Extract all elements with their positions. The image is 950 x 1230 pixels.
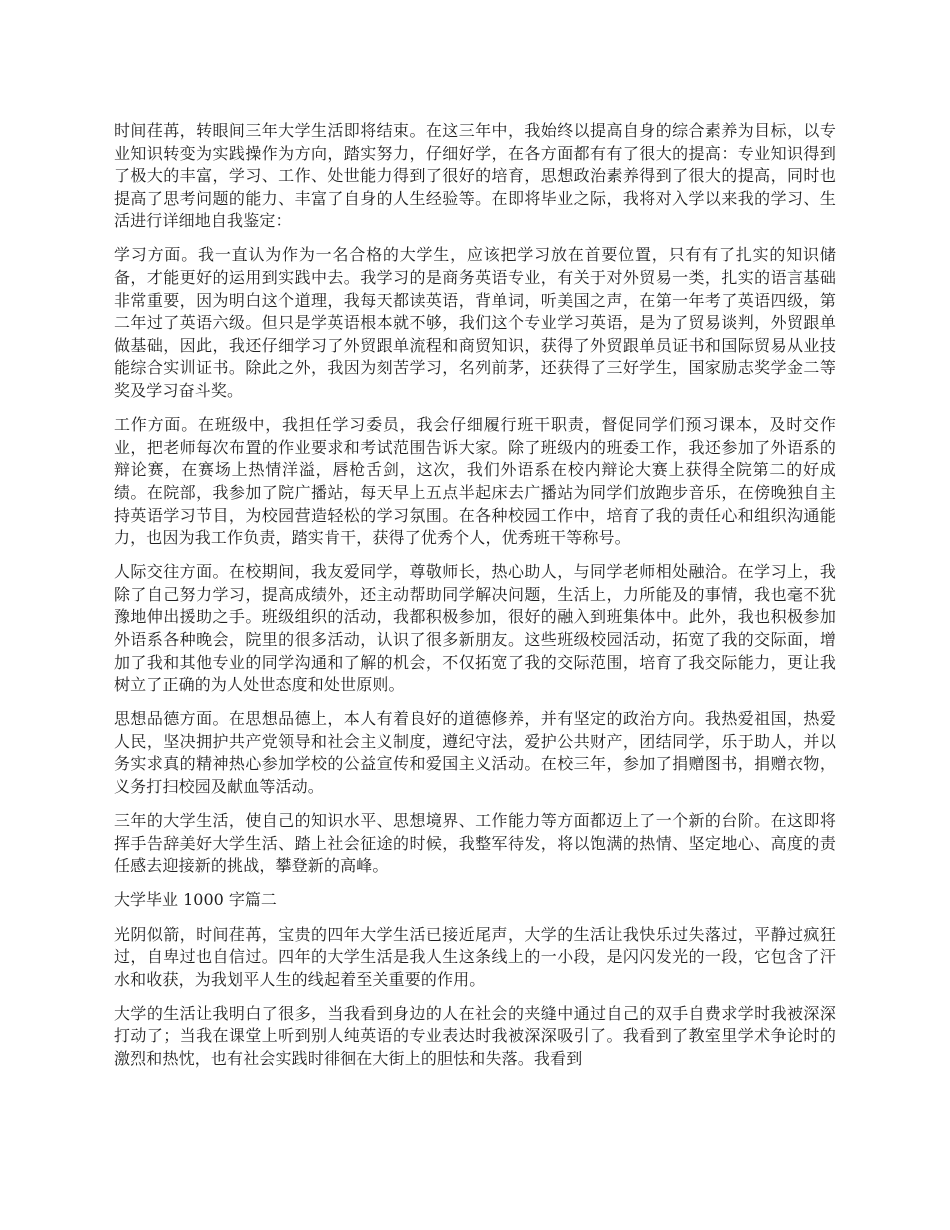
paragraph-study: 学习方面。我一直认为作为一名合格的大学生，应该把学习放在首要位置，只有有了扎实的知识储备，才能更好的运用到实践中去。我学习的是商务英语专业，有关于对外贸易一类，扎实的语言基础非常重要，因为明白这个道理，我每天都读英语，背单词，听美国之声，在第一年考了英语四级，第二年过了英语六级。但只是学英语根本就不够，我们这个专业学习英语，是为了贸易谈判，外贸跟单做基础，因此，我还仔细学习了外贸跟单流程和商贸知识，获得了外贸跟单员证书和国际贸易从业技能综合实训证书。除此之外，我因为刻苦学习，名列前茅，还获得了三好学生，国家励志奖学金二等奖及学习奋斗奖。 <box>114 245 836 401</box>
paragraph-social: 人际交往方面。在校期间，我友爱同学，尊敬师长，热心助人，与同学老师相处融洽。在学习上，我除了自己努力学习，提高成绩外，还主动帮助同学解决问题，生活上，力所能及的事情，我也毫不犹豫地伸出援助之手。班级组织的活动，我都积极参加，很好的融入到班集体中。此外，我也积极参加外语系各种晚会，院里的很多活动，认识了很多新朋友。这些班级校园活动，拓宽了我的交际面，增加了我和其他专业的同学沟通和了解的机会，不仅拓宽了我的交际范围，培育了我交际能力，更让我树立了正确的为人处世态度和处世原则。 <box>114 562 836 695</box>
paragraph-morality: 思想品德方面。在思想品德上，本人有着良好的道德修养，并有坚定的政治方向。我热爱祖国，热爱人民，坚决拥护共产党领导和社会主义制度，遵纪守法，爱护公共财产，团结同学，乐于助人，并以务实求真的精神热心参加学校的公益宣传和爱国主义活动。在校三年，参加了捐赠图书，捐赠衣物，义务打扫校园及献血等活动。 <box>114 709 836 797</box>
paragraph-part2-body: 大学的生活让我明白了很多，当我看到身边的人在社会的夹缝中通过自己的双手自费求学时我被深深打动了；当我在课堂上听到别人纯英语的专业表达时我被深深吸引了。我看到了教室里学术争论时的激烈和热忱，也有社会实践时徘徊在大街上的胆怯和失落。我看到 <box>114 1003 836 1068</box>
paragraph-summary: 三年的大学生活，使自己的知识水平、思想境界、工作能力等方面都迈上了一个新的台阶。在这即将挥手告辞美好大学生活、踏上社会征途的时候，我整军待发，将以饱满的热情、坚定地心、高度的责任感去迎接新的挑战，攀登新的高峰。 <box>114 811 836 876</box>
paragraph-part2-intro: 光阴似箭，时间荏苒，宝贵的四年大学生活已接近尾声，大学的生活让我快乐过失落过，平静过疯狂过，自卑过也自信过。四年的大学生活是我人生这条线上的一小段，是闪闪发光的一段，它包含了汗水和收获，为我划平人生的线起着至关重要的作用。 <box>114 924 836 989</box>
paragraph-intro: 时间荏苒，转眼间三年大学生活即将结束。在这三年中，我始终以提高自身的综合素养为目标，以专业知识转变为实践操作为方向，踏实努力，仔细好学，在各方面都有有了很大的提高：专业知识得到了极大的丰富，学习、工作、处世能力得到了很好的培育，思想政治素养得到了很大的提高，同时也提高了思考问题的能力、丰富了自身的人生经验等。在即将毕业之际，我将对入学以来我的学习、生活进行详细地自我鉴定： <box>114 121 836 231</box>
section-heading: 大学毕业 1000 字篇二 <box>114 890 277 910</box>
document-body <box>114 120 836 1082</box>
paragraph-work: 工作方面。在班级中，我担任学习委员，我会仔细履行班干职责，督促同学们预习课本，及时交作业，把老师每次布置的作业要求和考试范围告诉大家。除了班级内的班委工作，我还参加了外语系的辩论赛，在赛场上热情洋溢，唇枪舌剑，这次，我们外语系在校内辩论大赛上获得全院第二的好成绩。在院部，我参加了院广播站，每天早上五点半起床去广播站为同学们放跑步音乐，在傍晚独自主持英语学习节目，为校园营造轻松的学习氛围。在各种校园工作中，培育了我的责任心和组织沟通能力，也因为我工作负责，踏实肯干，获得了优秀个人，优秀班干等称号。 <box>114 415 836 548</box>
